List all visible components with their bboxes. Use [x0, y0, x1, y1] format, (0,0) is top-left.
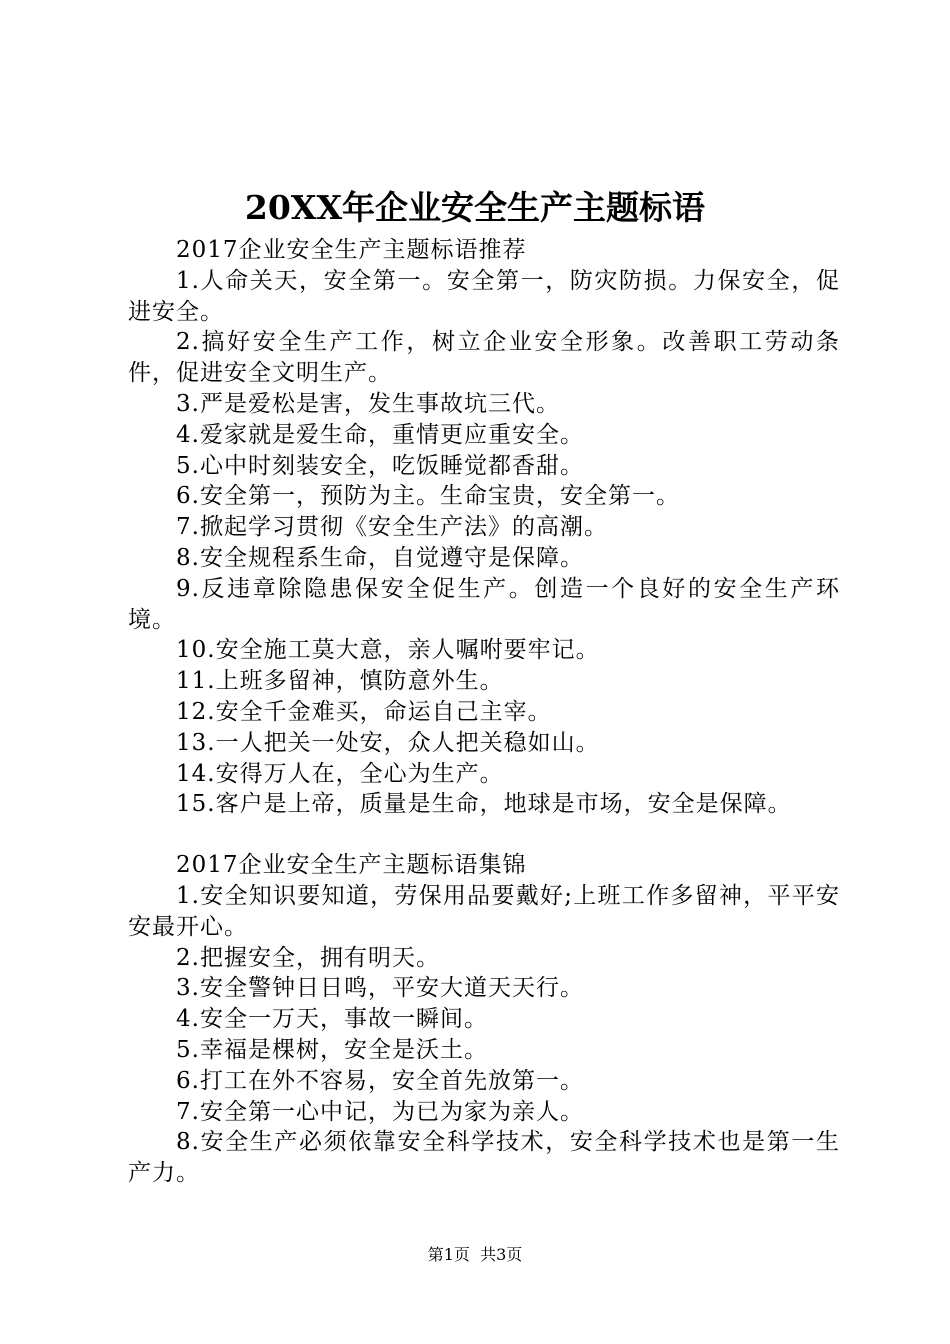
slogan-item: 2.搞好安全生产工作，树立企业安全形象。改善职工劳动条件，促进安全文明生产。	[128, 329, 840, 387]
slogan-item: 5.心中时刻装安全，吃饭睡觉都香甜。	[176, 452, 584, 479]
document-body	[128, 235, 840, 1189]
slogan-item: 6.安全第一，预防为主。生命宝贵，安全第一。	[176, 483, 680, 510]
slogan-item: 15.客户是上帝，质量是生命，地球是市场，安全是保障。	[176, 791, 792, 818]
slogan-item: 10.安全施工莫大意，亲人嘱咐要牢记。	[176, 637, 600, 664]
slogan-item: 8.安全生产必须依靠安全科学技术，安全科学技术也是第一生产力。	[128, 1129, 840, 1187]
page-footer: 第1页 共3页	[427, 1245, 523, 1264]
slogan-item: 1.人命关天，安全第一。安全第一，防灾防损。力保安全，促进安全。	[128, 267, 840, 325]
slogan-item: 6.打工在外不容易，安全首先放第一。	[176, 1067, 584, 1094]
slogan-item: 8.安全规程系生命，自觉遵守是保障。	[176, 544, 584, 571]
document-title: 20XX年企业安全生产主题标语	[244, 188, 706, 227]
slogan-item: 12.安全千金难买，命运自己主宰。	[176, 698, 552, 725]
slogan-item: 4.爱家就是爱生命，重情更应重安全。	[176, 421, 584, 448]
slogan-item: 5.幸福是棵树，安全是沃土。	[176, 1036, 488, 1063]
slogan-item: 2.把握安全，拥有明天。	[176, 944, 440, 971]
slogan-item: 1.安全知识要知道，劳保用品要戴好;上班工作多留神，平平安安最开心。	[128, 882, 840, 940]
slogan-item: 9.反违章除隐患保安全促生产。创造一个良好的安全生产环境。	[128, 575, 840, 633]
slogan-item: 3.安全警钟日日鸣，平安大道天天行。	[176, 975, 584, 1002]
section-heading-recommend: 2017企业安全生产主题标语推荐	[176, 237, 527, 263]
slogan-item: 7.安全第一心中记，为已为家为亲人。	[176, 1098, 584, 1125]
section-heading-collection: 2017企业安全生产主题标语集锦	[176, 852, 527, 879]
slogan-item: 7.掀起学习贯彻《安全生产法》的高潮。	[176, 514, 608, 541]
slogan-item: 14.安得万人在，全心为生产。	[176, 760, 504, 787]
slogan-item: 3.严是爱松是害，发生事故坑三代。	[176, 390, 560, 417]
slogan-item: 11.上班多留神，慎防意外生。	[176, 668, 504, 695]
slogan-item: 13.一人把关一处安，众人把关稳如山。	[176, 729, 600, 756]
section-spacer	[128, 820, 840, 850]
slogan-item: 4.安全一万天，事故一瞬间。	[176, 1006, 488, 1033]
